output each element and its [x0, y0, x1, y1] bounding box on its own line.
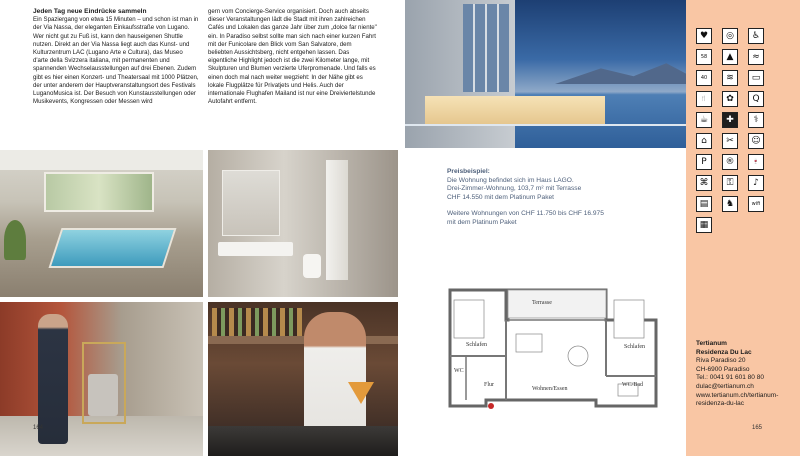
pool-water-shape: [49, 228, 177, 268]
suitcase-shape: [88, 374, 118, 416]
sink-shape: [218, 242, 293, 256]
room-wohnen: Wohnen/Essen: [532, 386, 568, 392]
key-icon: ⚿: [722, 175, 738, 191]
pet-icon: ♞: [722, 196, 738, 212]
mirror-shape: [222, 170, 280, 236]
library-icon: ▤: [696, 196, 712, 212]
room-wc: WC: [454, 368, 464, 374]
room-schlafen-right: Schlafen: [624, 344, 645, 350]
contact-block: [696, 340, 796, 409]
medical-icon: ✚: [722, 112, 738, 128]
railing-shape: [405, 124, 686, 126]
price-line-3: CHF 14.550 mit dem Platinum Paket: [447, 193, 555, 201]
target-icon: ◎: [722, 28, 738, 44]
room-terrasse: Terrasse: [532, 300, 552, 306]
price-line-2: Drei-Zimmer-Wohnung, 103,7 m² mit Terrasse: [447, 185, 582, 193]
sauna-icon: 40: [696, 70, 712, 86]
care-icon: ♥: [696, 28, 712, 44]
shelf-shape: [208, 336, 398, 344]
ceiling-shape: [0, 150, 203, 170]
room-icon: ▭: [748, 70, 764, 86]
terrace-deck-shape: [425, 96, 605, 126]
shop-icon: ⌂: [696, 133, 712, 149]
floor-plan: [446, 286, 662, 410]
terrain-icon: ▲: [722, 49, 738, 65]
pool-photo: [0, 150, 203, 297]
contact-web-1: www.tertianum.ch/tertianum-: [696, 391, 779, 399]
bartender-figure: [304, 312, 366, 432]
facade-shape: [463, 4, 509, 92]
price-label: Preisbeispiel:: [447, 168, 490, 175]
lobby-photo: [0, 302, 203, 456]
price-line-4: Weitere Wohnungen von CHF 11.750 bis CHF 16.975: [447, 210, 604, 218]
lake-icon: ≋: [722, 70, 738, 86]
price-line-5: mit dem Platinum Paket: [447, 218, 517, 226]
contact-web-2: residenza-du-lac: [696, 400, 745, 408]
mountain-shape: [555, 58, 686, 84]
amenity-icons: [696, 28, 776, 233]
event-icon: ▦: [696, 217, 712, 233]
contact-name-1: Tertianum: [696, 340, 727, 347]
window-shape: [44, 172, 154, 212]
cafe-icon: ☕: [696, 112, 712, 128]
room-flur: Flur: [484, 382, 495, 388]
accessible-icon: ♿: [748, 28, 764, 44]
room-wc-bad: WC/Bad: [622, 382, 643, 388]
page-number-right: 165: [752, 425, 763, 431]
price-example: [447, 168, 677, 228]
bathroom-photo: [208, 150, 398, 297]
article-heading: Jeden Tag neue Eindrücke sammeln: [33, 8, 147, 15]
wifi-icon: wifi: [748, 196, 764, 212]
contact-city: CH-6900 Paradiso: [696, 365, 750, 373]
contact-email: dulac@tertianum.ch: [696, 382, 754, 390]
contact-name-2: Residenza Du Lac: [696, 348, 752, 356]
doctor-icon: ⚕: [748, 112, 764, 128]
swim-icon: ≈: [748, 49, 764, 65]
price-line-1: Die Wohnung befindet sich im Haus LAGO.: [447, 176, 574, 184]
info-sidebar: [686, 0, 800, 456]
registered-icon: ®: [722, 154, 738, 170]
room-count-icon: 58: [696, 49, 712, 65]
dining-icon: 🍴: [696, 91, 712, 107]
music-icon: ♪: [748, 175, 764, 191]
article-paragraph-2: gern vom Concierge-Service organisiert. Doch auch abseits dieser Veranstaltungen lädt die Stadt mit ihren zahlreichen Cafés und Lokalen das ganze Jahr über zum „dolce far niente" ein. In Paradiso selbst sollte man sich nach einer kurzen Fahrt mit der Funicolare den Blick vom San Salvatore, dem beliebten Aussichtsberg, nicht entgehen lassen. Das eigentliche Highlight jedoch ist die zwei Kilometer lange, mit Skulpturen und Blumen verzierte Uferpromenade. Und falls es einen doch mal nach weiter wegzieht: In der Nähe gibt es lokale Flugplätze für Privatjets und Helis. Auch der internationale Flughafen Mailand ist nur eine Dreiviertelstunde Autofahrt entfernt.: [208, 8, 377, 106]
article-column-2: [208, 8, 378, 106]
hairdresser-icon: ✂: [722, 133, 738, 149]
parking-icon: P: [696, 154, 712, 170]
terrace-photo: [405, 0, 686, 148]
article-column-1: [33, 8, 199, 106]
spacer: [447, 202, 677, 210]
contact-street: Riva Paradiso 20: [696, 357, 746, 365]
quality-icon: Q: [748, 91, 764, 107]
bar-photo: [208, 302, 398, 456]
toilet-shape: [303, 254, 321, 278]
bar-counter-shape: [208, 426, 398, 456]
bottles-shape: [212, 308, 302, 336]
curtain-shape: [326, 160, 348, 280]
contact-phone: Tel.: 0041 91 601 80 80: [696, 374, 764, 382]
article-paragraph-1: Ein Spaziergang von etwa 15 Minuten – und schon ist man in der Via Nassa, der eleganten Einkaufsstraße von Lugano. Wer nicht gut zu Fuß ist, kann den hauseigenen Shuttle nutzen. Direkt an der Via Nassa liegt auch das Kunst- und Kulturzentrum LAC (Lugano Arte e Cultura), das Museo d'arte della Svizzera italiana, mit permanenten und spannenden Wechselausstellungen auf drei Ebenen. Zudem gibt es hier einen Konzert- und Theatersaal mit 1000 Plätzen, der unter anderem der Hauptveranstaltungsort des Festivals LuganoMusica ist. Der Besuch von Kunstausstellungen oder Musikevents, Kongressen oder Messen wird: [33, 16, 199, 106]
room-schlafen-left: Schlafen: [466, 342, 487, 348]
floor-plan-drawing: [446, 286, 662, 410]
wellness-icon: ✿: [722, 91, 738, 107]
garden-icon: ⌘: [696, 175, 712, 191]
page-number-left: 164: [33, 425, 44, 431]
therapy-icon: ☺: [748, 133, 764, 149]
wine-icon: 🍷: [748, 154, 764, 170]
plant-shape: [4, 220, 26, 260]
